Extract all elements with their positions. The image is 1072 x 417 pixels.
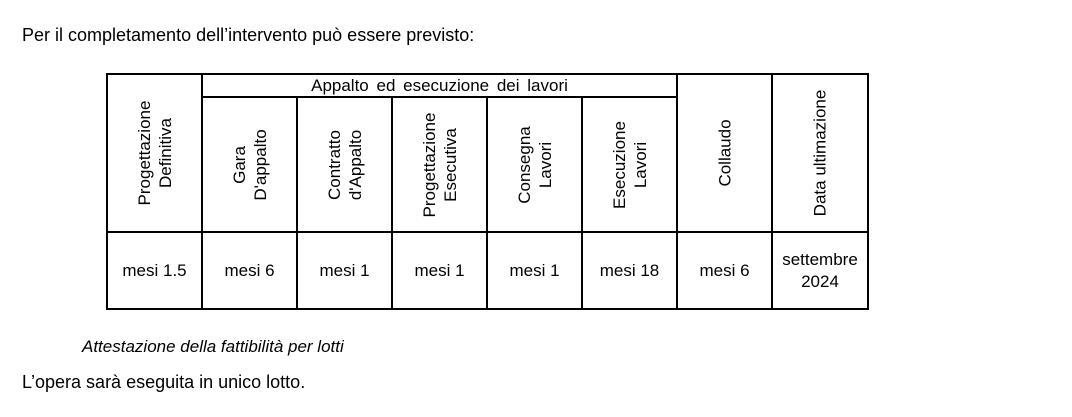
value-cell: mesi 18 — [582, 232, 677, 309]
header-cell-progettazione-esecutiva — [392, 97, 487, 232]
header-line: Collaudo — [715, 119, 734, 187]
header-line: Definitiva — [155, 118, 175, 188]
intro-text: Per il completamento dell’intervento può essere previsto: — [22, 25, 475, 45]
header-line: Data ultimazione — [810, 89, 830, 217]
header-cell-consegna-lavori — [487, 97, 582, 232]
header-cell-gara-appalto — [202, 97, 297, 232]
note-text: L’opera sarà eseguita in unico lotto. — [22, 372, 306, 392]
value-cell: mesi 6 — [202, 232, 297, 309]
value-line: settembre — [782, 249, 858, 269]
header-line: Contratto — [324, 129, 344, 200]
header-line: d'Appalto — [345, 129, 365, 200]
value-cell: mesi 6 — [677, 232, 772, 309]
header-cell-data-ultimazione — [772, 74, 868, 232]
header-line: Consegna — [514, 125, 534, 204]
schedule-table — [106, 73, 869, 310]
group-header-appalto: Appalto ed esecuzione dei lavori — [202, 74, 677, 97]
header-cell-esecuzione-lavori — [582, 97, 677, 232]
header-cell-contratto-appalto — [297, 97, 392, 232]
header-line: Lavori — [535, 141, 555, 188]
value-cell: mesi 1 — [487, 232, 582, 309]
header-line: Lavori — [630, 141, 650, 188]
header-line: Esecuzione — [609, 120, 629, 209]
value-cell: mesi 1 — [297, 232, 392, 309]
header-cell-progettazione-definitiva — [107, 74, 202, 232]
header-line: Esecutiva — [440, 127, 460, 202]
section-subtitle: Attestazione della fattibilità per lotti — [82, 337, 344, 356]
value-cell: mesi 1.5 — [107, 232, 202, 309]
value-line: 2024 — [801, 271, 839, 291]
value-cell-date — [772, 232, 868, 309]
value-cell: mesi 1 — [392, 232, 487, 309]
header-line: Gara — [229, 145, 249, 184]
header-cell-collaudo — [677, 74, 772, 232]
header-line: Progettazione — [419, 112, 439, 217]
header-line: Progettazione — [134, 100, 154, 206]
header-line: D'appalto — [250, 128, 270, 201]
